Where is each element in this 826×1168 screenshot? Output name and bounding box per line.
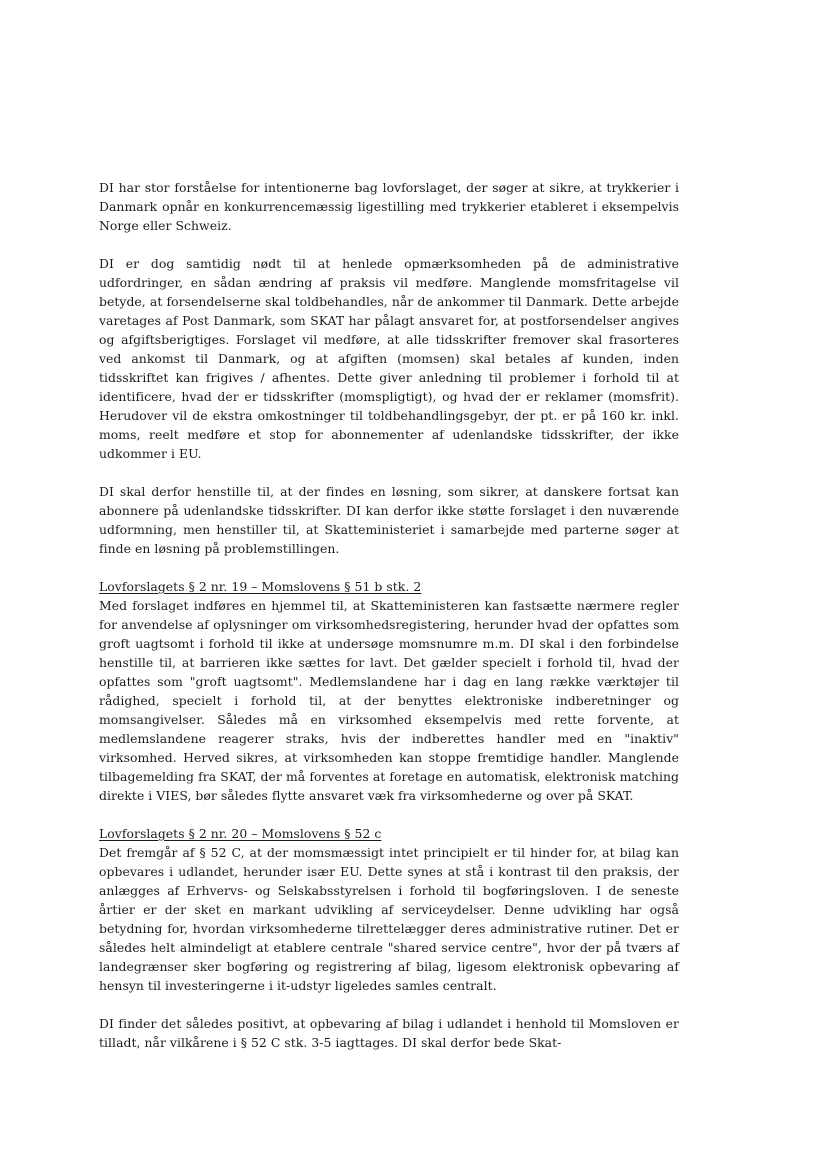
section-text-52c: Det fremgår af § 52 C, at der momsmæssigt intet principielt er til hinder for, at bilag kan opbevares i udlandet, herunder især EU. Dette synes at stå i kontrast til den praksis, der anlægges af Erhvervs- og Selskabsstyrelsen i forhold til bogføringsloven. I de seneste årtier er der sket en markant udvikling af serviceydelser. Denne udvikling har også betydning for, hvordan virksomhederne tilrettelægger deres administrative rutiner. Det er således helt almindeligt at etablere centrale "shared service centre", hvor der på tværs af landegrænser sker bogføring og registrering af bilag, ligesom elektronisk opbevaring af hensyn til investeringerne i it-udstyr ligeledes samles centralt.	[99, 845, 679, 993]
paragraph-intro: DI har stor forståelse for intentionerne bag lovforslaget, der søger at sikre, at trykkerier i Danmark opnår en konkurrencemæssig ligestilling med trykkerier etableret i eksempelvis Norge eller Schweiz.	[99, 180, 679, 233]
paragraph-recommendation: DI skal derfor henstille til, at der findes en løsning, som sikrer, at danskere fortsat kan abonnere på udenlandske tidsskrifter. DI kan derfor ikke støtte forslaget i den nuværende udformning, men henstiller til, at Skatteministeriet i samarbejde med parterne søger at finde en løsning på problemstillingen.	[99, 484, 679, 556]
document-body	[99, 178, 679, 1052]
paragraph-closing: DI finder det således positivt, at opbevaring af bilag i udlandet i henhold til Momsloven er tilladt, når vilkårene i § 52 C stk. 3-5 iagttages. DI skal derfor bede Skat-	[99, 1016, 679, 1050]
paragraph-administrative: DI er dog samtidig nødt til at henlede opmærksomheden på de administrative udfordringer, en sådan ændring af praksis vil medføre. Manglende momsfritagelse vil betyde, at forsendelserne skal toldbehandles, når de ankommer til Danmark. Dette arbejde varetages af Post Danmark, som SKAT har pålagt ansvaret for, at postforsendelser angives og afgiftsberigtiges. Forslaget vil medføre, at alle tidsskrifter fremover skal frasorteres ved ankomst til Danmark, og at afgiften (momsen) skal betales af kunden, inden tidsskriftet kan frigives / afhentes. Dette giver anledning til problemer i forhold til at identificere, hvad der er tidsskrifter (momspligtigt), og hvad der er reklamer (momsfrit). Herudover vil de ekstra omkostninger til toldbehandlingsgebyr, der pt. er på 160 kr. inkl. moms, reelt medføre et stop for abonnementer af udenlandske tidsskrifter, der ikke udkommer i EU.	[99, 256, 679, 461]
section-heading-52c: Lovforslagets § 2 nr. 20 – Momslovens § 52 c	[99, 826, 382, 841]
section-heading-51b: Lovforslagets § 2 nr. 19 – Momslovens § 51 b stk. 2	[99, 579, 422, 594]
section-text-51b: Med forslaget indføres en hjemmel til, at Skatteministeren kan fastsætte nærmere regler for anvendelse af oplysninger om virksomhedsregistering, herunder hvad der opfattes som groft uagtsomt i forhold til ikke at undersøge momsnumre m.m. DI skal i den forbindelse henstille til, at barrieren ikke sættes for lavt. Det gælder specielt i forhold til, hvad der opfattes som "groft uagtsomt". Medlemslandene har i dag en lang række værktøjer til rådighed, specielt i forhold til, at der benyttes elektroniske indberetninger og momsangivelser. Således må en virksomhed eksempelvis med rette forvente, at medlemslandene reagerer straks, hvis der indberettes handler med en "inaktiv" virksomhed. Herved sikres, at virksomheden kan stoppe fremtidige handler. Manglende tilbagemelding fra SKAT, der må forventes at foretage en automatisk, elektronisk matching direkte i VIES, bør således flytte ansvaret væk fra virksomhederne og over på SKAT.	[99, 598, 679, 803]
